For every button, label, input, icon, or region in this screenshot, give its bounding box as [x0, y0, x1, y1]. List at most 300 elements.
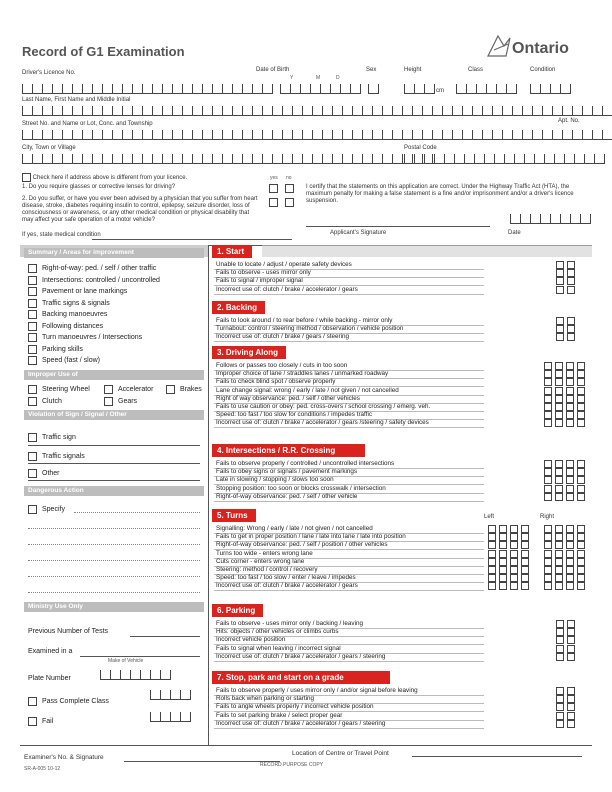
demerit-box[interactable]: [566, 525, 574, 533]
demerit-box[interactable]: [577, 395, 585, 403]
traffic-signals-label: Traffic signals: [42, 453, 85, 460]
demerit-boxes[interactable]: [488, 582, 529, 590]
criterion-text: Fails to get in proper position / lane / late into lane / late into position: [216, 533, 406, 541]
summary-item[interactable]: [28, 264, 156, 273]
demerit-box[interactable]: [577, 387, 585, 395]
demerit-boxes[interactable]: [488, 533, 529, 541]
demerit-box[interactable]: [555, 550, 563, 558]
demerit-boxes[interactable]: [544, 460, 585, 468]
licence-input[interactable]: [22, 84, 273, 94]
brakes-row[interactable]: [166, 385, 202, 394]
demerit-boxes[interactable]: [488, 558, 529, 566]
demerit-boxes[interactable]: [544, 411, 585, 419]
checkbox[interactable]: [104, 397, 113, 406]
demerit-box[interactable]: [544, 485, 552, 493]
demerit-box[interactable]: [566, 419, 574, 427]
demerit-box[interactable]: [566, 387, 574, 395]
accelerator-row[interactable]: [104, 385, 153, 394]
demerit-box[interactable]: [510, 582, 518, 590]
checkbox[interactable]: [28, 333, 37, 342]
demerit-box[interactable]: [567, 620, 575, 628]
demerit-box[interactable]: [556, 720, 564, 728]
demerit-box[interactable]: [510, 566, 518, 574]
sig-date-input[interactable]: [510, 214, 591, 224]
demerit-boxes[interactable]: [544, 362, 585, 370]
demerit-boxes[interactable]: [544, 378, 585, 386]
demerit-box[interactable]: [544, 411, 552, 419]
demerit-box[interactable]: [567, 628, 575, 636]
demerit-box[interactable]: [555, 485, 563, 493]
demerit-box[interactable]: [567, 333, 575, 341]
demerit-box[interactable]: [555, 460, 563, 468]
demerit-box[interactable]: [521, 525, 529, 533]
demerit-box[interactable]: [556, 261, 564, 269]
demerit-box[interactable]: [567, 703, 575, 711]
demerit-box[interactable]: [555, 403, 563, 411]
criterion-text: Fails to set parking brake / select proper gear: [216, 711, 343, 719]
checkbox[interactable]: [28, 469, 37, 478]
checkbox[interactable]: [28, 697, 37, 706]
name-input[interactable]: [22, 106, 612, 116]
pass-row[interactable]: [28, 697, 109, 706]
demerit-box[interactable]: [567, 261, 575, 269]
demerit-boxes[interactable]: [544, 550, 585, 558]
demerit-box[interactable]: [555, 493, 563, 501]
demerit-boxes[interactable]: [544, 582, 585, 590]
checkbox[interactable]: [28, 356, 37, 365]
demerit-box[interactable]: [555, 582, 563, 590]
demerit-box[interactable]: [566, 395, 574, 403]
fail-label: Fail: [42, 718, 54, 725]
clutch-row[interactable]: [28, 397, 62, 406]
demerit-boxes[interactable]: [544, 395, 585, 403]
condition-input[interactable]: [530, 84, 571, 94]
prev-tests-label: Previous Number of Tests: [28, 628, 109, 635]
demerit-box[interactable]: [577, 582, 585, 590]
criterion-text: Fails to check blind spot / observe properly: [216, 378, 336, 386]
criterion-text: Fails to use caution or obey: ped. cross-overs / school crossing / emerg. veh.: [216, 403, 431, 410]
demerit-box[interactable]: [555, 468, 563, 476]
demerit-boxes[interactable]: [544, 419, 585, 427]
right-col-head: Right: [540, 514, 555, 520]
checkbox[interactable]: [28, 433, 37, 442]
traffic-signals-row[interactable]: [28, 452, 85, 461]
demerit-box[interactable]: [499, 558, 507, 566]
demerit-box[interactable]: [555, 574, 563, 582]
demerit-box[interactable]: [510, 558, 518, 566]
demerit-boxes[interactable]: [544, 403, 585, 411]
demerit-box[interactable]: [544, 378, 552, 386]
demerit-box[interactable]: [555, 533, 563, 541]
demerit-box[interactable]: [566, 566, 574, 574]
demerit-box[interactable]: [544, 533, 552, 541]
demerit-box[interactable]: [510, 574, 518, 582]
demerit-box[interactable]: [577, 485, 585, 493]
demerit-box[interactable]: [556, 653, 564, 661]
demerit-boxes[interactable]: [556, 712, 575, 720]
demerit-box[interactable]: [566, 468, 574, 476]
city-input[interactable]: [22, 154, 433, 164]
demerit-box[interactable]: [577, 403, 585, 411]
criterion-text: Speed: too fast / too slow / enter / leave / impedes: [216, 574, 356, 582]
specify-line[interactable]: [74, 512, 200, 513]
demerit-box[interactable]: [577, 476, 585, 484]
rule: [28, 480, 200, 481]
demerit-box[interactable]: [555, 411, 563, 419]
demerit-box[interactable]: [555, 541, 563, 549]
demerit-box[interactable]: [544, 574, 552, 582]
demerit-boxes[interactable]: [556, 261, 575, 269]
checkbox[interactable]: [166, 385, 175, 394]
demerit-box[interactable]: [555, 476, 563, 484]
plate-input[interactable]: [100, 670, 171, 680]
specify-line[interactable]: [28, 592, 200, 593]
demerit-box[interactable]: [544, 370, 552, 378]
demerit-boxes[interactable]: [556, 687, 575, 695]
specify-line[interactable]: [28, 528, 200, 529]
demerit-box[interactable]: [556, 636, 564, 644]
demerit-box[interactable]: [577, 411, 585, 419]
demerit-box[interactable]: [499, 574, 507, 582]
demerit-box[interactable]: [544, 476, 552, 484]
demerit-box[interactable]: [566, 362, 574, 370]
sex-input[interactable]: [368, 84, 379, 94]
demerit-box[interactable]: [544, 566, 552, 574]
section-heading: 7. Stop, park and start on a grade: [212, 671, 390, 684]
demerit-boxes[interactable]: [488, 550, 529, 558]
steering-wheel-row[interactable]: [28, 385, 90, 394]
demerit-box[interactable]: [555, 378, 563, 386]
demerit-box[interactable]: [555, 558, 563, 566]
demerit-box[interactable]: [555, 525, 563, 533]
demerit-box[interactable]: [566, 485, 574, 493]
demerit-box[interactable]: [521, 574, 529, 582]
demerit-box[interactable]: [544, 403, 552, 411]
summary-item[interactable]: [28, 310, 107, 319]
demerit-box[interactable]: [499, 582, 507, 590]
demerit-boxes[interactable]: [556, 703, 575, 711]
demerit-boxes[interactable]: [544, 476, 585, 484]
demerit-boxes[interactable]: [544, 558, 585, 566]
specify-line[interactable]: [28, 560, 200, 561]
demerit-box[interactable]: [556, 703, 564, 711]
demerit-box[interactable]: [556, 687, 564, 695]
demerit-box[interactable]: [544, 493, 552, 501]
demerit-box[interactable]: [567, 277, 575, 285]
demerit-box[interactable]: [521, 582, 529, 590]
summary-item[interactable]: [28, 345, 83, 354]
demerit-box[interactable]: [556, 620, 564, 628]
demerit-box[interactable]: [488, 582, 496, 590]
demerit-box[interactable]: [577, 419, 585, 427]
signature-line[interactable]: [306, 226, 490, 227]
demerit-box[interactable]: [544, 395, 552, 403]
demerit-box[interactable]: [567, 687, 575, 695]
demerit-box[interactable]: [566, 493, 574, 501]
criterion-text: Fails to look around / to rear before / while backing - mirror only: [216, 317, 393, 324]
demerit-box[interactable]: [556, 333, 564, 341]
demerit-box[interactable]: [566, 550, 574, 558]
demerit-box[interactable]: [544, 419, 552, 427]
postal-label: Postal Code: [404, 145, 437, 151]
row-rule: [214, 661, 484, 662]
demerit-box[interactable]: [567, 317, 575, 325]
demerit-boxes[interactable]: [556, 628, 575, 636]
street-input[interactable]: [22, 130, 612, 140]
demerit-box[interactable]: [544, 541, 552, 549]
demerit-box[interactable]: [566, 476, 574, 484]
summary-item-label: Backing manoeuvres: [42, 311, 108, 318]
address-diff-checkbox[interactable]: [22, 173, 31, 182]
prev-tests-line[interactable]: [130, 636, 200, 637]
location-line[interactable]: [412, 756, 582, 757]
demerit-box[interactable]: [521, 550, 529, 558]
summary-item[interactable]: [28, 322, 103, 331]
checkbox[interactable]: [28, 310, 37, 319]
demerit-box[interactable]: [567, 712, 575, 720]
demerit-box[interactable]: [499, 550, 507, 558]
demerit-box[interactable]: [566, 574, 574, 582]
demerit-box[interactable]: [567, 645, 575, 653]
demerit-box[interactable]: [577, 460, 585, 468]
demerit-box[interactable]: [577, 468, 585, 476]
gears-row[interactable]: [104, 397, 137, 406]
demerit-box[interactable]: [577, 370, 585, 378]
demerit-box[interactable]: [567, 653, 575, 661]
demerit-box[interactable]: [556, 277, 564, 285]
demerit-box[interactable]: [566, 370, 574, 378]
fail-class-input[interactable]: [150, 712, 191, 722]
fail-row[interactable]: [28, 717, 53, 726]
demerit-boxes[interactable]: [488, 566, 529, 574]
demerit-boxes[interactable]: [544, 533, 585, 541]
demerit-box[interactable]: [544, 460, 552, 468]
demerit-box[interactable]: [544, 550, 552, 558]
summary-item[interactable]: [28, 276, 160, 285]
summary-item[interactable]: [28, 333, 142, 342]
demerit-boxes[interactable]: [556, 720, 575, 728]
demerit-box[interactable]: [556, 317, 564, 325]
criterion-text: Incorrect use of: clutch / brake / accelerator / gears: [216, 285, 358, 293]
demerit-boxes[interactable]: [556, 317, 575, 325]
demerit-box[interactable]: [577, 550, 585, 558]
demerit-boxes[interactable]: [556, 325, 575, 333]
demerit-boxes[interactable]: [556, 645, 575, 653]
demerit-box[interactable]: [555, 362, 563, 370]
demerit-box[interactable]: [566, 403, 574, 411]
demerit-boxes[interactable]: [556, 620, 575, 628]
examiner-line[interactable]: [124, 761, 280, 762]
summary-item-label: Parking skills: [42, 345, 83, 353]
checkbox[interactable]: [28, 345, 37, 354]
examined-line[interactable]: [80, 656, 200, 657]
demerit-box[interactable]: [567, 720, 575, 728]
demerit-boxes[interactable]: [544, 468, 585, 476]
form-number: SR-A-005 10-12: [24, 766, 61, 772]
demerit-box[interactable]: [510, 525, 518, 533]
demerit-box[interactable]: [521, 558, 529, 566]
row-rule: [214, 728, 484, 729]
checkbox[interactable]: [28, 287, 37, 296]
demerit-box[interactable]: [555, 395, 563, 403]
demerit-box[interactable]: [521, 566, 529, 574]
demerit-box[interactable]: [488, 558, 496, 566]
demerit-boxes[interactable]: [556, 653, 575, 661]
demerit-box[interactable]: [510, 541, 518, 549]
summary-item[interactable]: [28, 287, 127, 296]
demerit-box[interactable]: [577, 493, 585, 501]
demerit-boxes[interactable]: [544, 525, 585, 533]
demerit-box[interactable]: [521, 533, 529, 541]
demerit-box[interactable]: [566, 582, 574, 590]
checkbox[interactable]: [28, 299, 37, 308]
checkbox[interactable]: [28, 276, 37, 285]
demerit-box[interactable]: [544, 582, 552, 590]
criterion-text: Fails to signal when leaving / incorrect signal: [216, 644, 341, 652]
height-input[interactable]: [404, 84, 435, 94]
demerit-box[interactable]: [488, 550, 496, 558]
demerit-box[interactable]: [544, 558, 552, 566]
demerit-box[interactable]: [577, 558, 585, 566]
specify-row[interactable]: [28, 505, 65, 514]
other-row[interactable]: [28, 469, 60, 478]
class-input[interactable]: [456, 84, 517, 94]
demerit-box[interactable]: [555, 387, 563, 395]
q1-yes-checkbox[interactable]: [269, 184, 278, 193]
demerit-boxes[interactable]: [544, 370, 585, 378]
demerit-boxes[interactable]: [544, 566, 585, 574]
dob-input[interactable]: [280, 84, 361, 94]
demerit-box[interactable]: [544, 525, 552, 533]
demerit-box[interactable]: [556, 695, 564, 703]
demerit-box[interactable]: [488, 566, 496, 574]
dob-m: M: [316, 75, 321, 81]
criterion-text: Fails to observe - uses mirror only / backing / leaving: [216, 620, 363, 627]
demerit-box[interactable]: [566, 533, 574, 541]
demerit-boxes[interactable]: [556, 636, 575, 644]
demerit-box[interactable]: [556, 712, 564, 720]
q2-no-checkbox[interactable]: [285, 198, 294, 207]
summary-item-label: Traffic signs & signals: [42, 299, 110, 307]
demerit-boxes[interactable]: [556, 269, 575, 277]
specify-line[interactable]: [28, 544, 200, 545]
demerit-box[interactable]: [499, 533, 507, 541]
demerit-boxes[interactable]: [488, 574, 529, 582]
demerit-box[interactable]: [544, 387, 552, 395]
demerit-boxes[interactable]: [544, 485, 585, 493]
demerit-boxes[interactable]: [488, 541, 529, 549]
demerit-box[interactable]: [577, 378, 585, 386]
demerit-box[interactable]: [556, 645, 564, 653]
demerit-box[interactable]: [566, 558, 574, 566]
demerit-box[interactable]: [577, 525, 585, 533]
demerit-boxes[interactable]: [556, 333, 575, 341]
demerit-box[interactable]: [567, 695, 575, 703]
checkbox[interactable]: [28, 717, 37, 726]
demerit-box[interactable]: [544, 468, 552, 476]
demerit-box[interactable]: [488, 525, 496, 533]
demerit-boxes[interactable]: [544, 493, 585, 501]
demerit-box[interactable]: [567, 636, 575, 644]
demerit-box[interactable]: [577, 574, 585, 582]
checkbox[interactable]: [28, 505, 37, 514]
demerit-box[interactable]: [544, 362, 552, 370]
checkbox[interactable]: [28, 264, 37, 273]
demerit-box[interactable]: [499, 525, 507, 533]
checkbox[interactable]: [28, 397, 37, 406]
demerit-boxes[interactable]: [556, 286, 575, 294]
demerit-box[interactable]: [555, 419, 563, 427]
demerit-box[interactable]: [566, 541, 574, 549]
checkbox[interactable]: [104, 385, 113, 394]
demerit-boxes[interactable]: [544, 541, 585, 549]
ministry-heading: Ministry Use Only: [24, 602, 204, 612]
steering-wheel-label: Steering Wheel: [42, 386, 90, 393]
demerit-boxes[interactable]: [556, 695, 575, 703]
traffic-sign-row[interactable]: [28, 433, 76, 442]
q1-no-checkbox[interactable]: [285, 184, 294, 193]
dob-d: D: [336, 75, 340, 81]
demerit-box[interactable]: [556, 325, 564, 333]
q1-text: 1. Do you require glasses or corrective lenses for driving?: [22, 184, 176, 190]
summary-item[interactable]: [28, 356, 100, 365]
demerit-boxes[interactable]: [544, 574, 585, 582]
demerit-box[interactable]: [567, 325, 575, 333]
left-col-head: Left: [484, 514, 495, 520]
demerit-box[interactable]: [556, 269, 564, 277]
demerit-box[interactable]: [567, 286, 575, 294]
demerit-boxes[interactable]: [556, 277, 575, 285]
demerit-box[interactable]: [555, 370, 563, 378]
demerit-box[interactable]: [499, 541, 507, 549]
demerit-box[interactable]: [555, 566, 563, 574]
checkbox[interactable]: [28, 385, 37, 394]
demerit-box[interactable]: [556, 628, 564, 636]
demerit-box[interactable]: [556, 286, 564, 294]
checkbox[interactable]: [28, 322, 37, 331]
demerit-box[interactable]: [566, 411, 574, 419]
specify-line[interactable]: [28, 576, 200, 577]
demerit-box[interactable]: [577, 566, 585, 574]
demerit-box[interactable]: [510, 533, 518, 541]
demerit-boxes[interactable]: [488, 525, 529, 533]
summary-item[interactable]: [28, 299, 110, 308]
demerit-box[interactable]: [510, 550, 518, 558]
pass-class-input[interactable]: [150, 690, 191, 700]
state-condition-label: If yes, state medical condition: [22, 232, 101, 238]
demerit-box[interactable]: [488, 574, 496, 582]
demerit-box[interactable]: [577, 362, 585, 370]
demerit-box[interactable]: [521, 541, 529, 549]
state-condition-line[interactable]: [92, 239, 292, 240]
demerit-box[interactable]: [499, 566, 507, 574]
demerit-box[interactable]: [488, 533, 496, 541]
demerit-box[interactable]: [566, 460, 574, 468]
postal-input[interactable]: [404, 154, 605, 164]
q2-yes-checkbox[interactable]: [269, 198, 278, 207]
demerit-box[interactable]: [488, 541, 496, 549]
criterion-text: Incorrect use of: clutch / brake / gears / steering: [216, 333, 349, 341]
checkbox[interactable]: [28, 452, 37, 461]
yes-label: yes: [270, 175, 278, 181]
criterion-text: Hits: objects / other vehicles or climbs curbs: [216, 628, 339, 636]
demerit-box[interactable]: [577, 541, 585, 549]
address-diff-row[interactable]: [22, 173, 187, 182]
demerit-box[interactable]: [577, 533, 585, 541]
demerit-box[interactable]: [567, 269, 575, 277]
demerit-boxes[interactable]: [544, 387, 585, 395]
demerit-box[interactable]: [566, 378, 574, 386]
